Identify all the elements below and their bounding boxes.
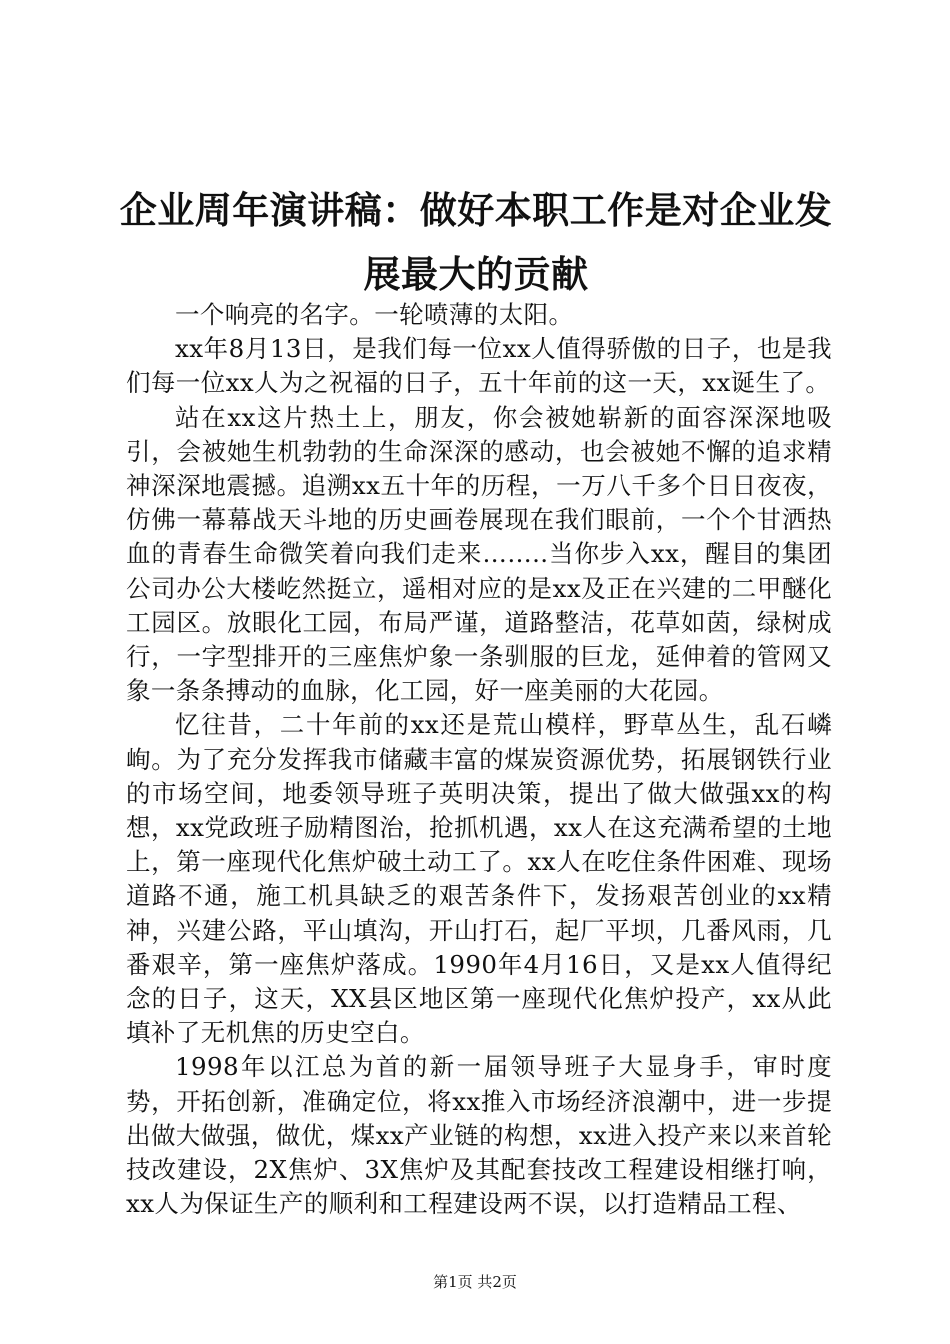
paragraph-5: 1998年以江总为首的新一届领导班子大显身手，审时度势，开拓创新，准确定位，将xx推入市场经济浪潮中，进一步提出做大做强，做优，煤xx产业链的构想，xx进入投产来以来首轮技改建设，2X焦炉、3X焦炉及其配套技改工程建设相继打响，xx人为保证生产的顺利和工程建设两不误，以打造精品工程、 <box>126 1052 832 1219</box>
paragraph-2: xx年8月13日，是我们每一位xx人值得骄傲的日子，也是我们每一位xx人为之祝福的日子，五十年前的这一天，xx诞生了。 <box>126 334 832 398</box>
document-body <box>126 298 832 1221</box>
paragraph-3: 站在xx这片热土上，朋友，你会被她崭新的面容深深地吸引，会被她生机勃勃的生命深深的感动，也会被她不懈的追求精神深深地震撼。追溯xx五十年的历程，一万八千多个日日夜夜，仿佛一幕幕战天斗地的历史画卷展现在我们眼前，一个个甘洒热血的青春生命微笑着向我们走来……..当你步入xx，醒目的集团公司办公大楼屹然挺立，遥相对应的是xx及正在兴建的二甲醚化工园区。放眼化工园，布局严谨，道路整洁，花草如茵，绿树成行，一字型排开的三座焦炉象一条驯服的巨龙，延伸着的管网又象一条条搏动的血脉，化工园，好一座美丽的大花园。 <box>126 402 832 706</box>
page-number-footer: 第1页 共2页 <box>433 1273 517 1291</box>
paragraph-4: 忆往昔，二十年前的xx还是荒山模样，野草丛生，乱石嶙峋。为了充分发挥我市储藏丰富的煤炭资源优势，拓展钢铁行业的市场空间，地委领导班子英明决策，提出了做大做强xx的构想，xx党政班子励精图治，抢抓机遇，xx人在这充满希望的土地上，第一座现代化焦炉破土动工了。xx人在吃住条件困难、现场道路不通，施工机具缺乏的艰苦条件下，发扬艰苦创业的xx精神，兴建公路，平山填沟，开山打石，起厂平坝，几番风雨，几番艰辛，第一座焦炉落成。1990年4月16日，又是xx人值得纪念的日子，这天，XX县区地区第一座现代化焦炉投产，xx从此填补了无机焦的历史空白。 <box>126 710 832 1048</box>
document-title: 企业周年演讲稿：做好本职工作是对企业发展最大的贡献 <box>119 188 833 296</box>
paragraph-1: 一个响亮的名字。一轮喷薄的太阳。 <box>175 300 574 329</box>
